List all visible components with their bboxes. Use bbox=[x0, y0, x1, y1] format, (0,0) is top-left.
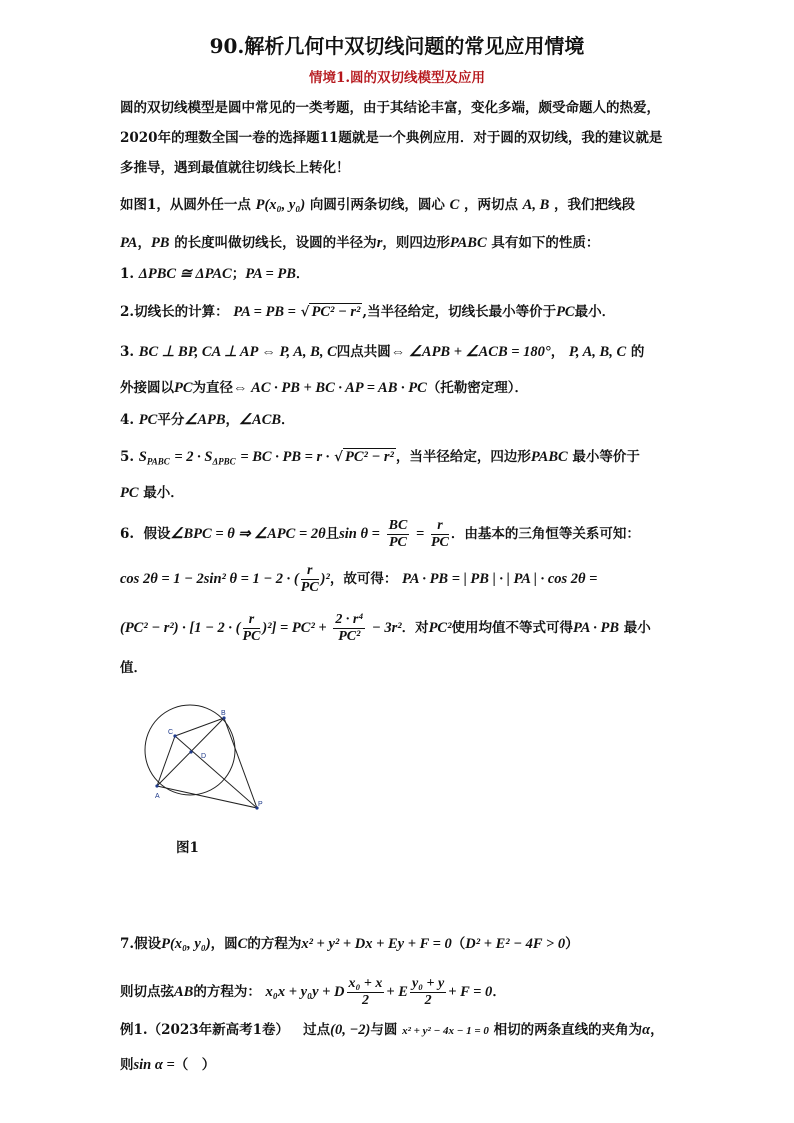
property-formula: ∠BPC = θ ⇒ ∠APC = 2θ bbox=[170, 526, 326, 542]
property-6-line-3 bbox=[120, 612, 651, 645]
property-text: 且 bbox=[325, 526, 340, 542]
setup-r: r bbox=[376, 235, 383, 251]
property-5: 5. $S_{PABC} = 2 \cdot S_{\Delta PBC}$ = BC · PB = r · √ PC² − r² ，当半径给定，四边形PABC 最小等价于 bbox=[120, 449, 640, 467]
property-formula: C bbox=[237, 936, 248, 952]
denominator: 2 bbox=[361, 993, 369, 1008]
setup-text: ，我们把线段 bbox=[553, 197, 635, 213]
circle-equation: x² + y² + Dx + Ey + F = 0 bbox=[301, 936, 452, 952]
setup-line-1 bbox=[120, 195, 635, 215]
property-number: 2. bbox=[120, 304, 135, 320]
property-number: 1. bbox=[120, 266, 135, 282]
chord-equation: + F = 0 bbox=[448, 984, 493, 1000]
property-text: 则切点弦 bbox=[120, 984, 174, 1000]
property-formula: PA = PB bbox=[245, 266, 296, 282]
denominator: 2 bbox=[424, 993, 432, 1008]
numerator: r bbox=[431, 518, 449, 535]
property-formula: ⇔ AC · PB + BC · AP = AB · PC bbox=[233, 380, 427, 396]
example-1 bbox=[120, 1020, 664, 1041]
property-text: 四点共圆 bbox=[336, 344, 391, 360]
property-text: 假设 bbox=[134, 936, 162, 952]
property-formula: PA = PB = bbox=[233, 304, 296, 320]
setup-center: C bbox=[449, 197, 460, 213]
property-text: ，当半径给定，四边形 bbox=[395, 449, 531, 465]
property-text: 假设 bbox=[143, 526, 171, 542]
property-text: 最小 bbox=[623, 620, 651, 636]
denominator: PC² bbox=[338, 629, 361, 644]
property-formula: PABC bbox=[530, 449, 568, 465]
property-formula: ∠ACB bbox=[239, 412, 282, 428]
intro-line-3: 多推导，遇到最值就往切线长上转化！ bbox=[120, 160, 350, 176]
example-text: （ ） bbox=[174, 1057, 216, 1073]
radius-cb bbox=[175, 718, 224, 736]
property-formula: P, A, B, C bbox=[568, 344, 627, 360]
property-text: ． bbox=[295, 266, 310, 282]
fraction bbox=[431, 518, 449, 551]
example-text: 相切的两条直线的夹角为 bbox=[493, 1022, 643, 1038]
setup-text: ，两切点 bbox=[463, 197, 518, 213]
tangent-bp bbox=[224, 718, 257, 808]
property-6 bbox=[120, 518, 640, 551]
property-text: ） bbox=[565, 936, 579, 952]
property-formula: ⇔ ∠APB + ∠ACB = 180° bbox=[390, 344, 551, 360]
property-formula: BC ⊥ BP, CA ⊥ AP ⇔ P, A, B, C bbox=[138, 344, 337, 360]
intro-line-2: 2020年的理数全国一卷的选择题11题就是一个典例应用．对于圆的双切线，我的建议就是 bbox=[120, 130, 663, 146]
property-7 bbox=[120, 934, 579, 954]
example-alpha: α bbox=[642, 1022, 651, 1038]
property-formula: − 3r² bbox=[371, 620, 402, 636]
property-1 bbox=[120, 264, 309, 284]
point-a bbox=[155, 784, 158, 787]
property-formula: P(x₀, y₀) bbox=[161, 936, 211, 952]
setup-text: ， bbox=[137, 235, 151, 251]
property-formula: PC bbox=[120, 485, 139, 501]
fraction bbox=[387, 518, 410, 551]
example-text: ， bbox=[650, 1022, 664, 1038]
property-formula: )² bbox=[320, 571, 330, 587]
property-formula: S bbox=[138, 449, 147, 465]
property-formula: PC² bbox=[428, 620, 452, 636]
property-number: 5. bbox=[120, 449, 135, 465]
fraction bbox=[410, 976, 446, 1009]
segment-cp bbox=[175, 736, 257, 808]
property-formula: sin θ = bbox=[339, 526, 380, 542]
property-text: 的方程为： bbox=[193, 984, 261, 1000]
property-7-line-2 bbox=[120, 976, 506, 1009]
property-formula: PC bbox=[138, 412, 158, 428]
fraction bbox=[333, 612, 365, 645]
numerator: 2 · r⁴ bbox=[335, 612, 364, 627]
setup-tangent-points: A, B bbox=[522, 197, 550, 213]
property-formula: )²] = PC² + bbox=[262, 620, 327, 636]
figure-1-diagram bbox=[120, 698, 280, 818]
property-text: ， bbox=[550, 344, 565, 360]
property-formula: = 2 · S bbox=[174, 449, 213, 465]
property-2: 2.切线长的计算： PA = PB = √ PC² − r² ,当半径给定，切线长最小等价于PC最小． bbox=[120, 304, 616, 320]
denominator: PC bbox=[430, 535, 449, 550]
property-formula: AB bbox=[174, 984, 194, 1000]
property-text: 平分 bbox=[157, 412, 185, 428]
property-text: ． bbox=[492, 984, 506, 1000]
example-1-line-2 bbox=[120, 1055, 215, 1075]
property-text: 最小． bbox=[574, 304, 616, 320]
subscript: PABC bbox=[146, 456, 170, 467]
setup-text: ，则四边形 bbox=[382, 235, 450, 251]
example-label: 例1.（2023年新高考1卷） bbox=[120, 1022, 290, 1038]
property-text: （托勒密定理）． bbox=[426, 380, 529, 396]
figure-caption: 图1 bbox=[176, 840, 199, 856]
property-formula: cos 2θ = 1 − 2sin² θ = 1 − 2 · ( bbox=[120, 571, 299, 587]
property-3-line-2 bbox=[120, 378, 528, 398]
property-number: 4. bbox=[120, 412, 135, 428]
vector-formula: PA · PB = | PB | · | PA | · cos 2θ = bbox=[402, 571, 598, 587]
property-formula: = bbox=[416, 526, 425, 542]
label-a: A bbox=[155, 793, 160, 800]
subscript: ΔPBC bbox=[212, 456, 236, 467]
numerator: BC bbox=[388, 518, 408, 533]
property-text: ，圆 bbox=[210, 936, 238, 952]
property-formula: = BC · PB = r · bbox=[240, 449, 330, 465]
setup-line-2 bbox=[120, 233, 599, 253]
property-text: 最小． bbox=[143, 485, 184, 501]
point-c bbox=[173, 734, 176, 737]
property-number: 3. bbox=[120, 344, 135, 360]
example-circle: x² + y² − 4x − 1 = 0 bbox=[402, 1025, 489, 1037]
sqrt-expression: PC² − r² bbox=[311, 304, 361, 320]
property-text: ， bbox=[225, 412, 240, 428]
property-formula: ΔPBC ≅ ΔPAC bbox=[138, 266, 232, 282]
setup-text: 具有如下的性质： bbox=[491, 235, 600, 251]
property-formula: D² + E² − 4F > 0 bbox=[465, 936, 566, 952]
point-d bbox=[189, 750, 192, 753]
numerator: r bbox=[243, 612, 261, 629]
fraction bbox=[347, 976, 385, 1009]
numerator: x₀ + x bbox=[348, 976, 383, 991]
property-4 bbox=[120, 410, 295, 430]
label-d: D bbox=[201, 753, 207, 760]
example-text: 与圆 bbox=[370, 1022, 398, 1038]
numerator: r bbox=[301, 563, 319, 580]
property-text: 最小等价于 bbox=[572, 449, 640, 465]
tangent-ap bbox=[157, 786, 257, 808]
setup-pa: PA bbox=[120, 235, 138, 251]
denominator: PC bbox=[242, 629, 261, 644]
numerator: y₀ + y bbox=[411, 976, 445, 991]
property-formula: (PC² − r²) · [1 − 2 · ( bbox=[120, 620, 241, 636]
property-text: 为直径 bbox=[192, 380, 234, 396]
intro-line-1: 圆的双切线模型是圆中常见的一类考题，由于其结论丰富，变化多端，颇受命题人的热爱， bbox=[120, 100, 660, 116]
fraction bbox=[301, 563, 319, 596]
property-3 bbox=[120, 342, 644, 362]
property-text: ． bbox=[281, 412, 295, 428]
property-text: ，故可得： bbox=[329, 571, 398, 587]
vector-formula: PA · PB bbox=[572, 620, 620, 636]
property-text: 外接圆以 bbox=[120, 380, 174, 396]
property-6-line-4: 值． bbox=[120, 660, 147, 676]
property-text: ．由基本的三角恒等关系可知： bbox=[450, 526, 640, 542]
label-c: C bbox=[168, 729, 174, 736]
setup-pb: PB bbox=[150, 235, 170, 251]
example-point: (0, −2) bbox=[330, 1022, 371, 1038]
label-p: P bbox=[258, 801, 263, 808]
denominator: PC bbox=[300, 580, 319, 595]
example-text: 则 bbox=[120, 1057, 134, 1073]
setup-quad: PABC bbox=[449, 235, 487, 251]
property-formula: PC bbox=[174, 380, 193, 396]
denominator: PC bbox=[389, 535, 407, 550]
property-formula: PC bbox=[556, 304, 575, 320]
section-subtitle: 情境1.圆的双切线模型及应用 bbox=[308, 70, 486, 86]
property-5-line-2 bbox=[120, 483, 184, 503]
example-question: sin α = bbox=[133, 1057, 175, 1073]
setup-text: 如图1，从圆外任一点 bbox=[120, 197, 251, 213]
radius-ca bbox=[157, 736, 175, 786]
property-number: 6. bbox=[120, 526, 135, 542]
property-text: 的方程为 bbox=[247, 936, 302, 952]
property-number: 7. bbox=[120, 936, 135, 952]
chord-equation: + E bbox=[386, 984, 408, 1000]
property-text: ,当半径给定，切线长最小等价于 bbox=[362, 304, 557, 320]
setup-text: 的长度叫做切线长，设圆的半径为 bbox=[174, 235, 377, 251]
fraction bbox=[243, 612, 261, 645]
property-text: （ bbox=[451, 936, 466, 952]
property-text: 的 bbox=[630, 344, 645, 360]
chord-equation: x₀x + y₀y + D bbox=[265, 984, 345, 1000]
setup-point-p: P(x₀, y₀) bbox=[255, 197, 306, 213]
sqrt-expression: PC² − r² bbox=[344, 449, 394, 465]
example-text: 过点 bbox=[303, 1022, 331, 1038]
property-text: ．对 bbox=[401, 620, 429, 636]
page-title: 90.解析几何中双切线问题的常见应用情境 bbox=[209, 34, 585, 58]
property-text: 切线长的计算： bbox=[134, 304, 229, 320]
property-formula: ∠APB bbox=[184, 412, 226, 428]
property-6-line-2 bbox=[120, 563, 597, 596]
property-text: 使用均值不等式可得 bbox=[451, 620, 573, 636]
setup-text: 向圆引两条切线，圆心 bbox=[309, 197, 445, 213]
property-text: ； bbox=[231, 266, 246, 282]
label-b: B bbox=[221, 710, 226, 717]
